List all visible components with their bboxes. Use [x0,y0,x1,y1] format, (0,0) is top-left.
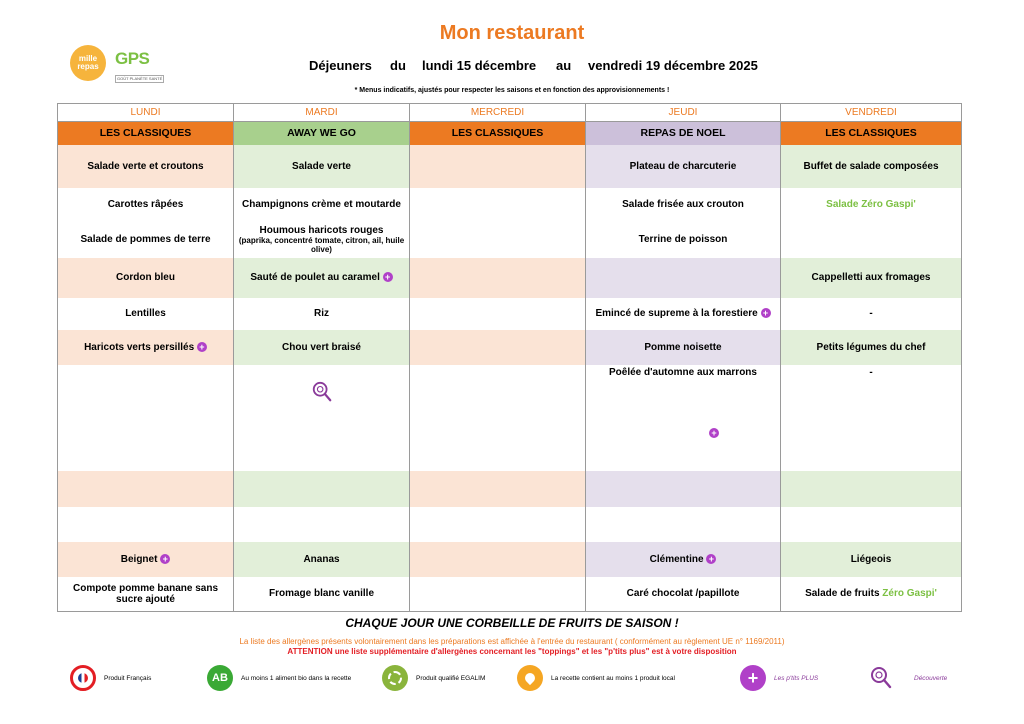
period-from: du [390,58,406,73]
menu-cell [234,221,410,258]
dish-name: Sauté de poulet au caramel [250,272,380,283]
menu-cell [234,507,410,542]
menu-cell [410,577,586,612]
weekly-menu-table [57,103,962,612]
dish-name: Salade de pommes de terre [80,233,211,245]
gps-logo-tagline: GOÛT PLANÈTE SANTÉ [117,76,163,81]
menu-cell [781,188,962,221]
menu-cell [586,330,781,365]
dish-name: Emincé de supreme à la forestiere [595,308,758,319]
zero-gaspi-label: Zéro Gaspi' [879,588,937,600]
menu-cell [58,507,234,542]
day-mardi: MARDI [234,104,410,122]
menu-cell [410,542,586,577]
menu-cell [58,471,234,507]
dish-name: Carottes râpées [107,198,184,210]
menu-cell [58,221,234,258]
menu-cell [234,145,410,188]
menu-cell [586,542,781,577]
menu-cell [781,365,962,471]
legend-item [207,663,351,693]
menu-cell [58,365,234,471]
menu-note: * Menus indicatifs, ajustés pour respecter les saisons et en fonction des approvisionnements ! [354,87,670,94]
gps-logo-text: GPS [115,49,150,68]
menu-cell [586,221,781,258]
fruit-basket-note: CHAQUE JOUR UNE CORBEILLE DE FRUITS DE SAISON ! [345,616,679,630]
menu-cell [410,258,586,298]
legend-label: Les p'tits PLUS [774,674,819,682]
theme-vendredi: LES CLASSIQUES [781,122,962,145]
menu-cell [781,258,962,298]
menu-row [58,258,962,298]
menu-cell [586,365,781,471]
logo-line-2: repas [77,62,99,71]
dish-name: Clémentine [649,553,704,565]
dish-name: Cordon bleu [116,272,175,283]
dish-name: Cappelletti aux fromages [811,272,931,283]
allergens-note: La liste des allergènes présents volontairement dans les préparations est affichée à l'entrée du restaurant ( conformément au règlement UE n° 1169/2011) [239,637,785,646]
menu-row [58,298,962,330]
menu-cell [234,542,410,577]
period-to: au [556,58,572,73]
legend-label: La recette contient au moins 1 produit local [551,674,675,682]
organic-ab-icon: AB [207,665,233,691]
ptits-plus-icon: + [383,272,393,282]
dish-name: Pomme noisette [644,341,722,353]
menu-cell [410,298,586,330]
menu-cell [234,365,410,471]
dish-name: Plateau de charcuterie [629,160,737,172]
menu-cell [234,298,410,330]
menu-cell [58,330,234,365]
dish-name: Fromage blanc vanille [268,588,375,600]
dish-name: Salade Zéro Gaspi' [826,198,916,210]
menu-cell [410,471,586,507]
menu-row [58,365,962,471]
legend-label: Découverte [914,674,948,682]
ptits-plus-icon: + [706,554,716,564]
menu-cell [58,542,234,577]
menu-cell [410,188,586,221]
ptits-plus-icon: + [709,428,719,438]
ptits-plus-icon: + [740,665,766,691]
menu-row [58,145,962,188]
ptits-plus-icon: + [197,342,207,352]
menu-cell [234,330,410,365]
ptits-plus-icon: + [761,308,771,318]
period-start: lundi 15 décembre [422,58,537,73]
legend-item [70,663,151,693]
menu-cell [586,258,781,298]
legend-item [740,663,818,693]
menu-row [58,188,962,221]
local-product-icon [517,665,543,691]
menu-row [58,221,962,258]
menu-row [58,577,962,612]
menu-cell [234,577,410,612]
french-product-icon [70,665,96,691]
menu-cell [58,258,234,298]
dish-name: Salade verte et croutons [87,160,204,172]
theme-jeudi: REPAS DE NOEL [586,122,781,145]
day-lundi: LUNDI [58,104,234,122]
menu-row [58,330,962,365]
egalim-icon [382,665,408,691]
menu-cell [58,298,234,330]
menu-cell [586,507,781,542]
dish-name: Ananas [303,553,340,565]
dish-name: Terrine de poisson [638,233,728,245]
dish-name: Houmous haricots rouges [259,224,384,236]
menu-cell [58,188,234,221]
legend-label: Produit qualifié EGALIM [416,674,486,682]
menu-cell [781,298,962,330]
menu-row [58,507,962,542]
menu-cell [410,365,586,471]
period-label: Déjeuners [309,58,372,73]
menu-cell [781,542,962,577]
ptits-plus-icon: + [160,554,170,564]
menu-row [58,471,962,507]
legend-item [517,663,675,693]
attention-note: ATTENTION une liste supplémentaire d'allergènes concernant les "toppings" et les "p'tits plus" est à votre disposition [287,647,737,656]
menu-cell [234,188,410,221]
day-mercredi: MERCREDI [410,104,586,122]
menu-cell [410,330,586,365]
menu-row [58,542,962,577]
dish-name: Lentilles [125,308,166,319]
menu-cell [586,145,781,188]
gps-logo [115,50,165,80]
dish-name: Haricots verts persillés [84,341,195,353]
dish-name: Beignet [120,553,158,565]
menu-cell [781,577,962,612]
dish-name: Salade verte [292,160,351,172]
theme-mercredi: LES CLASSIQUES [410,122,586,145]
menu-cell [586,577,781,612]
menu-cell [586,188,781,221]
menu-cell [781,330,962,365]
discovery-icon [238,381,405,406]
legend-item [382,663,485,693]
dish-name: - [869,308,873,319]
day-header-row [58,104,962,122]
dish-name: Poêlée d'automne aux marrons [609,366,757,378]
logo-line-1: mille [78,54,98,63]
menu-cell [58,145,234,188]
menu-cell [410,145,586,188]
menu-cell [781,145,962,188]
plus-wrap [590,428,776,439]
page-title: Mon restaurant [439,22,585,44]
menu-cell [234,471,410,507]
menu-cell [58,577,234,612]
menu-cell [781,221,962,258]
dish-name: Riz [314,308,329,319]
menu-cell [781,471,962,507]
menu-cell [410,221,586,258]
day-jeudi: JEUDI [586,104,781,122]
discovery-icon [868,665,894,691]
dish-name: Champignons crème et moutarde [242,198,401,210]
dish-name: - [869,366,873,378]
menu-cell [586,298,781,330]
theme-mardi: AWAY WE GO [234,122,410,145]
dish-name: Buffet de salade composées [803,160,939,172]
theme-lundi: LES CLASSIQUES [58,122,234,145]
dish-detail: (paprika, concentré tomate, citron, ail, huile olive) [238,235,405,254]
dish-name: Petits légumes du chef [816,341,926,353]
menu-cell [410,507,586,542]
dish-name: Caré chocolat /papillote [626,588,740,600]
dish-name: Compote pomme banane sans sucre ajouté [72,582,219,605]
dish-name: Salade de fruits [805,588,880,600]
legend-label: Produit Français [104,674,152,682]
day-vendredi: VENDREDI [781,104,962,122]
menu-cell [586,471,781,507]
legend-label: Au moins 1 aliment bio dans la recette [241,674,352,682]
dish-name: Chou vert braisé [282,341,361,353]
menu-cell [781,507,962,542]
dish-name: Liégeois [850,553,892,565]
period-end: vendredi 19 décembre 2025 [588,58,758,73]
dish-name: Salade frisée aux crouton [622,198,744,210]
mille-repas-logo [70,45,106,81]
legend-item [868,663,947,693]
menu-cell [234,258,410,298]
theme-row [58,122,962,145]
